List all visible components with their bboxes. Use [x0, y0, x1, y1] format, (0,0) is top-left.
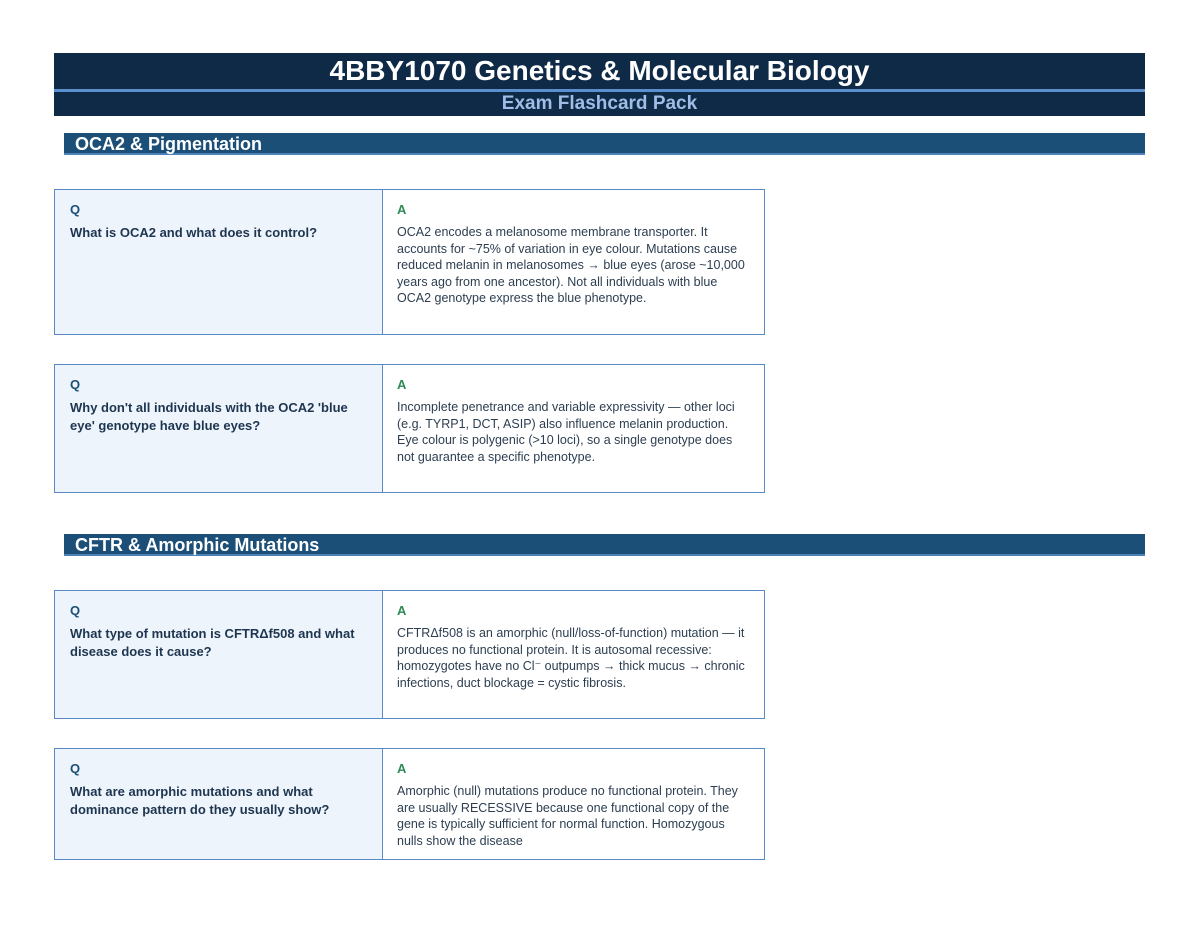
page-subtitle: Exam Flashcard Pack	[54, 92, 1145, 116]
question-cell	[55, 749, 383, 859]
question-cell	[55, 190, 383, 334]
answer-tag: A	[397, 202, 407, 217]
flashcard	[54, 189, 765, 335]
answer-tag: A	[397, 377, 407, 392]
answer-text: Incomplete penetrance and variable expressivity — other loci (e.g. TYRP1, DCT, ASIP) also influence melanin production. Eye colour is polygenic (>10 loci), so a single genotype does not guarantee a specific phenotype.	[397, 400, 735, 464]
question-tag: Q	[70, 603, 81, 618]
section-header-cftr: CFTR & Amorphic Mutations	[64, 534, 1145, 556]
section-header-oca2: OCA2 & Pigmentation	[64, 133, 1145, 155]
question-text: What is OCA2 and what does it control?	[70, 225, 318, 240]
answer-tag: A	[397, 761, 407, 776]
page-title: 4BBY1070 Genetics & Molecular Biology	[54, 53, 1145, 89]
answer-text: CFTRΔf508 is an amorphic (null/loss-of-function) mutation — it produces no functional protein. It is autosomal recessive: homozygotes have no Cl⁻ outpumps → thick mucus → chronic infections, duct blockage = cystic fibrosis.	[397, 626, 745, 690]
question-text: What type of mutation is CFTRΔf508 and what disease does it cause?	[70, 626, 355, 659]
flashcard	[54, 590, 765, 719]
answer-tag: A	[397, 603, 407, 618]
question-cell	[55, 591, 383, 718]
question-cell	[55, 365, 383, 492]
flashcard	[54, 748, 765, 860]
answer-cell	[383, 365, 764, 492]
question-tag: Q	[70, 377, 81, 392]
question-text: Why don't all individuals with the OCA2 'blue eye' genotype have blue eyes?	[70, 400, 348, 433]
answer-cell	[383, 591, 764, 718]
question-tag: Q	[70, 761, 81, 776]
question-tag: Q	[70, 202, 81, 217]
question-text: What are amorphic mutations and what dominance pattern do they usually show?	[70, 784, 330, 817]
flashcard	[54, 364, 765, 493]
answer-cell	[383, 190, 764, 334]
answer-cell	[383, 749, 764, 859]
answer-text: Amorphic (null) mutations produce no functional protein. They are usually RECESSIVE because one functional copy of the gene is typically sufficient for normal function. Homozygous nulls show the disease	[397, 784, 738, 848]
answer-text: OCA2 encodes a melanosome membrane transporter. It accounts for ~75% of variation in eye colour. Mutations cause reduced melanin in melanosomes → blue eyes (arose ~10,000 years ago from one ancestor). Not all individuals with blue OCA2 genotype express the blue phenotype.	[397, 225, 745, 305]
